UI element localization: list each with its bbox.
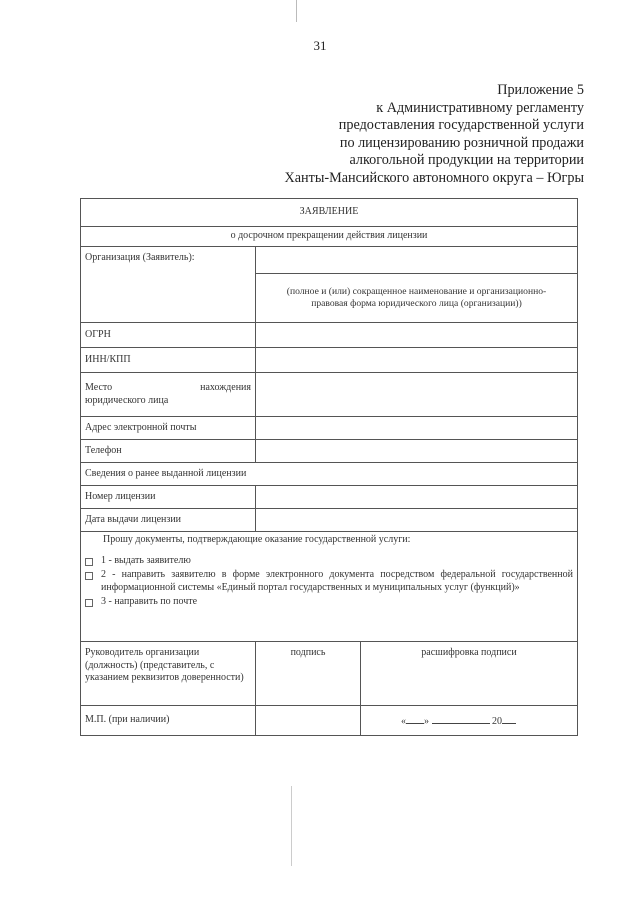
license-date-field[interactable] xyxy=(256,509,578,532)
license-date-label: Дата выдачи лицензии xyxy=(81,509,256,532)
date-quote-close: » xyxy=(424,715,429,727)
phone-label: Телефон xyxy=(81,440,256,463)
ogrn-label: ОГРН xyxy=(81,323,256,348)
signature-decoding-label: расшифровка подписи xyxy=(361,642,578,706)
year-blank[interactable] xyxy=(502,713,516,724)
seal-empty-cell xyxy=(256,706,361,736)
option-mail[interactable] xyxy=(85,596,573,609)
checkbox-icon[interactable] xyxy=(85,572,93,580)
organization-field[interactable] xyxy=(256,247,578,274)
scan-mark-top xyxy=(296,0,297,22)
head-label: Руководитель организации (должность) (представитель, с указанием реквизитов доверенности) xyxy=(81,642,256,706)
appendix-line: по лицензированию розничной продажи xyxy=(339,134,584,151)
seal-label: М.П. (при наличии) xyxy=(81,706,256,736)
day-blank[interactable] xyxy=(406,713,424,724)
option-label: 1 - выдать заявителю xyxy=(101,554,191,566)
date-field[interactable] xyxy=(361,706,578,736)
form-subtitle: о досрочном прекращении действия лицензии xyxy=(81,227,578,247)
appendix-line: Приложение 5 xyxy=(497,82,584,98)
license-number-label: Номер лицензии xyxy=(81,486,256,509)
page-number: 31 xyxy=(313,38,327,53)
option-label: 3 - направить по почте xyxy=(101,596,198,607)
signature-label: подпись xyxy=(256,642,361,706)
delivery-options xyxy=(81,532,578,642)
location-field[interactable] xyxy=(256,373,578,417)
appendix-line: предоставления государственной услуги xyxy=(338,117,584,134)
location-label-word: нахождения xyxy=(200,382,251,393)
date-year: 20 xyxy=(492,715,502,727)
form-title: ЗАЯВЛЕНИЕ xyxy=(81,199,578,227)
appendix-line: алкогольной продукции на территории xyxy=(349,152,584,169)
request-text: Прошу документы, подтверждающие оказание государственной услуги: xyxy=(103,534,411,545)
location-label-word: Место xyxy=(85,382,113,393)
email-label: Адрес электронной почты xyxy=(81,417,256,440)
organization-label: Организация (Заявитель): xyxy=(81,247,256,323)
inn-kpp-label: ИНН/КПП xyxy=(81,348,256,373)
location-label-line: юридического лица xyxy=(85,394,169,406)
option-pickup[interactable] xyxy=(85,555,573,568)
option-electronic[interactable] xyxy=(85,569,573,594)
application-form xyxy=(80,198,578,736)
email-field[interactable] xyxy=(256,417,578,440)
license-info-label: Сведения о ранее выданной лицензии xyxy=(81,463,578,486)
month-blank[interactable] xyxy=(432,713,490,724)
appendix-line: к Административному регламенту xyxy=(376,99,584,116)
ogrn-field[interactable] xyxy=(256,323,578,348)
location-label xyxy=(81,373,256,417)
date-quote-open: « xyxy=(401,715,406,727)
inn-kpp-field[interactable] xyxy=(256,348,578,373)
phone-field[interactable] xyxy=(256,440,578,463)
organization-hint: (полное и (или) сокращенное наименование и организационно-правовая форма юридического лица (организации)) xyxy=(256,274,578,323)
checkbox-icon[interactable] xyxy=(85,558,93,566)
appendix-header xyxy=(284,82,584,188)
scan-mark-bottom xyxy=(291,786,292,866)
option-label: 2 - направить заявителю в форме электронного документа посредством федеральной государственной информационной системы «Единый портал государственных и муниципальных услуг (функций)» xyxy=(101,569,573,593)
appendix-line: Ханты-Мансийского автономного округа – Югры xyxy=(284,169,584,186)
checkbox-icon[interactable] xyxy=(85,599,93,607)
license-number-field[interactable] xyxy=(256,486,578,509)
